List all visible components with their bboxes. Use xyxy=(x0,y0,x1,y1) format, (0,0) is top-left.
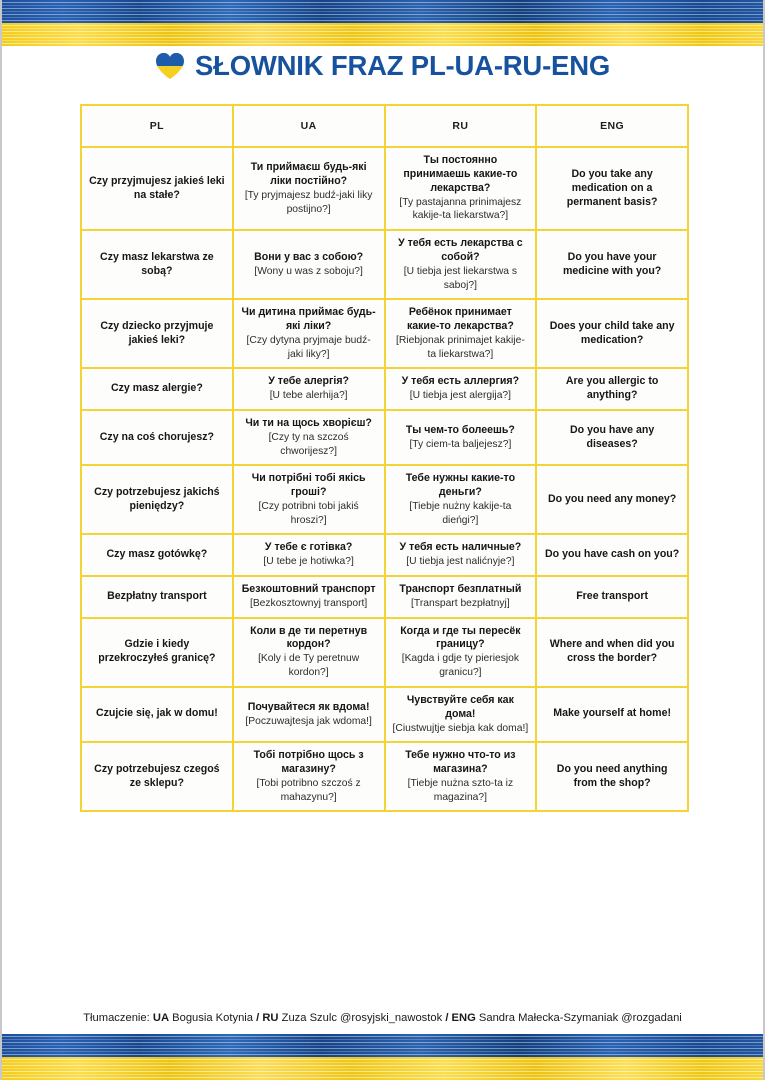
table-row xyxy=(81,410,688,465)
cell-eng xyxy=(536,618,688,687)
cell-ru xyxy=(385,576,537,618)
credits-eng-label: ENG xyxy=(451,1012,476,1024)
phrase-native: Do you have your medicine with you? xyxy=(562,250,662,277)
phrase-native: Czy potrzebujesz jakichś pieniędzy? xyxy=(94,485,220,512)
cell-ua xyxy=(233,534,385,576)
cell-ru xyxy=(385,534,537,576)
cell-eng xyxy=(536,368,688,410)
heart-icon xyxy=(155,52,185,80)
credits-line xyxy=(2,1012,763,1025)
credits-ua-label: UA xyxy=(152,1012,170,1024)
phrase-native: Does your child take any medication? xyxy=(549,319,675,346)
phrase-transliteration: [U tiebja jest alergija?] xyxy=(409,390,512,402)
phrase-native: У тебе алергія? xyxy=(268,375,349,388)
table-row xyxy=(81,368,688,410)
phrase-transliteration: [Tiebje nużny kakije-ta dieńgi?] xyxy=(409,501,512,526)
cell-eng xyxy=(536,230,688,299)
phrase-native: Ребёнок принимает какие-то лекарства? xyxy=(406,306,514,333)
credits-eng-name: Sandra Małecka-Szymaniak @rozgadani xyxy=(478,1012,682,1024)
page-title: SŁOWNIK FRAZ PL-UA-RU-ENG xyxy=(194,50,611,82)
phrase-transliteration: [U tiebja jest liekarstwa s saboj?] xyxy=(403,266,518,291)
column-header-ua: UA xyxy=(233,105,385,147)
cell-pl xyxy=(81,534,233,576)
cell-pl xyxy=(81,465,233,534)
cell-ua xyxy=(233,230,385,299)
phrase-transliteration: [Bezkosztownyj transport] xyxy=(249,597,368,609)
phrase-native: У тебя есть аллергия? xyxy=(401,375,520,388)
phrase-native: Where and when did you cross the border? xyxy=(549,638,675,665)
table-row xyxy=(81,230,688,299)
flag-band-top xyxy=(2,0,763,46)
cell-ua xyxy=(233,368,385,410)
phrase-transliteration: [Czy dytyna pryjmaje budź-jaki liky?] xyxy=(246,335,371,360)
column-header-ru: RU xyxy=(385,105,537,147)
credits-separator-2: / xyxy=(445,1012,449,1024)
phrase-native: Bezpłatny transport xyxy=(107,589,207,602)
phrase-native: Транспорт безплатный xyxy=(399,582,522,595)
cell-eng xyxy=(536,465,688,534)
flag-stripe-blue xyxy=(2,1034,763,1057)
phrase-native: Czujcie się, jak w domu! xyxy=(95,707,218,720)
cell-pl xyxy=(81,368,233,410)
phrase-native: Когда и где ты пересёк границу? xyxy=(400,624,521,651)
credits-prefix: Tłumaczenie: xyxy=(83,1012,150,1024)
credits-separator-1: / xyxy=(256,1012,260,1024)
page-title-row xyxy=(2,52,763,80)
cell-pl xyxy=(81,230,233,299)
cell-ru xyxy=(385,687,537,743)
credits-ru-name: Zuza Szulc @rosyjski_nawostok xyxy=(281,1012,443,1024)
phrase-native: Безкоштовний транспорт xyxy=(241,582,376,595)
phrase-native: У тебе є готівка? xyxy=(264,541,353,554)
table-row xyxy=(81,299,688,368)
phrase-transliteration: [U tiebja jest nalićnyje?] xyxy=(406,556,515,568)
phrase-native: Чувствуйте себя как дома! xyxy=(406,693,514,720)
phrase-native: У тебя есть лекарства с собой? xyxy=(398,237,523,264)
phrase-transliteration: [Kagda i gdje ty pieriesjok granicu?] xyxy=(401,653,520,679)
phrase-transliteration: [Ty pryjmajesz budź-jaki liky postijno?] xyxy=(244,189,373,215)
phrase-native: У тебя есть наличные? xyxy=(399,541,522,554)
phrase-native: Тебе нужны какие-то деньги? xyxy=(405,472,516,499)
phrase-transliteration: [Tobi potribno szczoś z mahazynu?] xyxy=(256,778,361,803)
phrase-transliteration: [Ty pastajanna prinimajesz kakije-ta liekarstwa?] xyxy=(399,196,522,222)
cell-eng xyxy=(536,687,688,743)
table-row xyxy=(81,687,688,743)
cell-ua xyxy=(233,299,385,368)
cell-ru xyxy=(385,742,537,811)
phrase-native: Почувайтеся як вдома! xyxy=(247,700,370,713)
credits-ua-name: Bogusia Kotynia xyxy=(172,1012,253,1024)
phrase-native: Make yourself at home! xyxy=(553,707,671,720)
phrase-native: Коли в де ти перетнув кордон? xyxy=(250,624,368,651)
phrase-native: Чи ти на щось хворієш? xyxy=(245,417,372,430)
phrase-transliteration: [Wony u was z soboju?] xyxy=(254,265,363,277)
flag-stripe-yellow xyxy=(2,23,763,46)
table-row xyxy=(81,618,688,687)
cell-ru xyxy=(385,410,537,465)
phrase-transliteration: [Transpart bezpłatnyj] xyxy=(411,597,510,609)
table-body xyxy=(81,147,688,811)
cell-pl xyxy=(81,299,233,368)
phrase-native: Вони у вас з собою? xyxy=(254,250,364,263)
phrase-transliteration: [Ciustwujtje siebja kak doma!] xyxy=(392,722,529,734)
phrase-transliteration: [U tebe je hotiwka?] xyxy=(263,556,354,568)
table-row xyxy=(81,576,688,618)
phrase-native: Czy masz alergie? xyxy=(110,382,203,395)
column-header-eng: ENG xyxy=(536,105,688,147)
phrase-native: Czy przyjmujesz jakieś leki na stałe? xyxy=(89,174,225,201)
table-row xyxy=(81,742,688,811)
cell-ru xyxy=(385,299,537,368)
phrase-native: Czy masz gotówkę? xyxy=(106,548,208,561)
flag-stripe-blue xyxy=(2,0,763,23)
phrase-native: Czy dziecko przyjmuje jakieś leki? xyxy=(100,319,214,346)
phrase-transliteration: [Czy potribni tobi jakiś hroszi?] xyxy=(258,501,359,526)
phrase-transliteration: [Poczuwajtesja jak wdoma!] xyxy=(245,715,372,727)
phrase-transliteration: [Ty ciem-ta baljejesz?] xyxy=(409,438,512,450)
flag-stripe-yellow xyxy=(2,1057,763,1080)
cell-eng xyxy=(536,299,688,368)
cell-pl xyxy=(81,687,233,743)
phrase-native: Do you need anything from the shop? xyxy=(556,762,668,789)
phrase-native: Czy masz lekarstwa ze sobą? xyxy=(100,250,214,277)
table-row xyxy=(81,465,688,534)
phrase-native: Do you have cash on you? xyxy=(545,548,680,561)
cell-pl xyxy=(81,576,233,618)
cell-ua xyxy=(233,410,385,465)
phrase-native: Do you need any money? xyxy=(547,492,677,505)
cell-pl xyxy=(81,742,233,811)
table-header-row xyxy=(81,105,688,147)
cell-pl xyxy=(81,147,233,230)
cell-ru xyxy=(385,147,537,230)
credits-ru-label: RU xyxy=(262,1012,279,1024)
cell-ua xyxy=(233,618,385,687)
cell-eng xyxy=(536,534,688,576)
table-row xyxy=(81,147,688,230)
phrase-native: Ти приймаєш будь-які ліки постійно? xyxy=(250,160,367,187)
cell-eng xyxy=(536,410,688,465)
phrase-native: Czy potrzebujesz czegoś ze sklepu? xyxy=(94,762,220,789)
phrase-transliteration: [Koly i de Ty peretnuw kordon?] xyxy=(258,653,360,679)
phrase-native: Чи дитина приймає будь-які ліки? xyxy=(241,306,376,333)
phrase-table xyxy=(80,104,689,812)
phrase-native: Are you allergic to anything? xyxy=(565,375,659,402)
cell-ua xyxy=(233,576,385,618)
phrase-native: Gdzie i kiedy przekroczyłeś granicę? xyxy=(98,638,216,665)
phrase-native: Тобі потрібно щось з магазину? xyxy=(253,749,364,776)
phrase-native: Do you take any medication on a permanent basis? xyxy=(566,167,658,208)
cell-ua xyxy=(233,465,385,534)
phrase-native: Czy na coś chorujesz? xyxy=(99,430,214,443)
cell-pl xyxy=(81,410,233,465)
cell-ru xyxy=(385,230,537,299)
cell-ru xyxy=(385,618,537,687)
cell-eng xyxy=(536,576,688,618)
table-row xyxy=(81,534,688,576)
phrase-transliteration: [Czy ty na szczoś chworijesz?] xyxy=(268,432,349,457)
phrase-native: Тебе нужно что-то из магазина? xyxy=(405,749,516,776)
cell-eng xyxy=(536,742,688,811)
cell-ru xyxy=(385,368,537,410)
phrase-native: Do you have any diseases? xyxy=(570,423,655,450)
phrase-transliteration: [U tebe alerhija?] xyxy=(269,390,348,402)
phrase-native: Ты постоянно принимаешь какие-то лекарства? xyxy=(403,154,518,194)
phrase-native: Ты чем-то болеешь? xyxy=(405,423,515,436)
phrase-native: Чи потрібні тобі якісь гроші? xyxy=(251,472,366,499)
cell-ru xyxy=(385,465,537,534)
cell-pl xyxy=(81,618,233,687)
flag-band-bottom xyxy=(2,1034,763,1080)
cell-ua xyxy=(233,742,385,811)
phrase-native: Free transport xyxy=(576,589,649,602)
cell-eng xyxy=(536,147,688,230)
phrase-transliteration: [Tiebje nużna szto-ta iz magazina?] xyxy=(407,778,514,803)
cell-ua xyxy=(233,147,385,230)
cell-ua xyxy=(233,687,385,743)
column-header-pl: PL xyxy=(81,105,233,147)
phrase-transliteration: [Riebjonak prinimajet kakije-ta liekarstwa?] xyxy=(395,335,525,360)
